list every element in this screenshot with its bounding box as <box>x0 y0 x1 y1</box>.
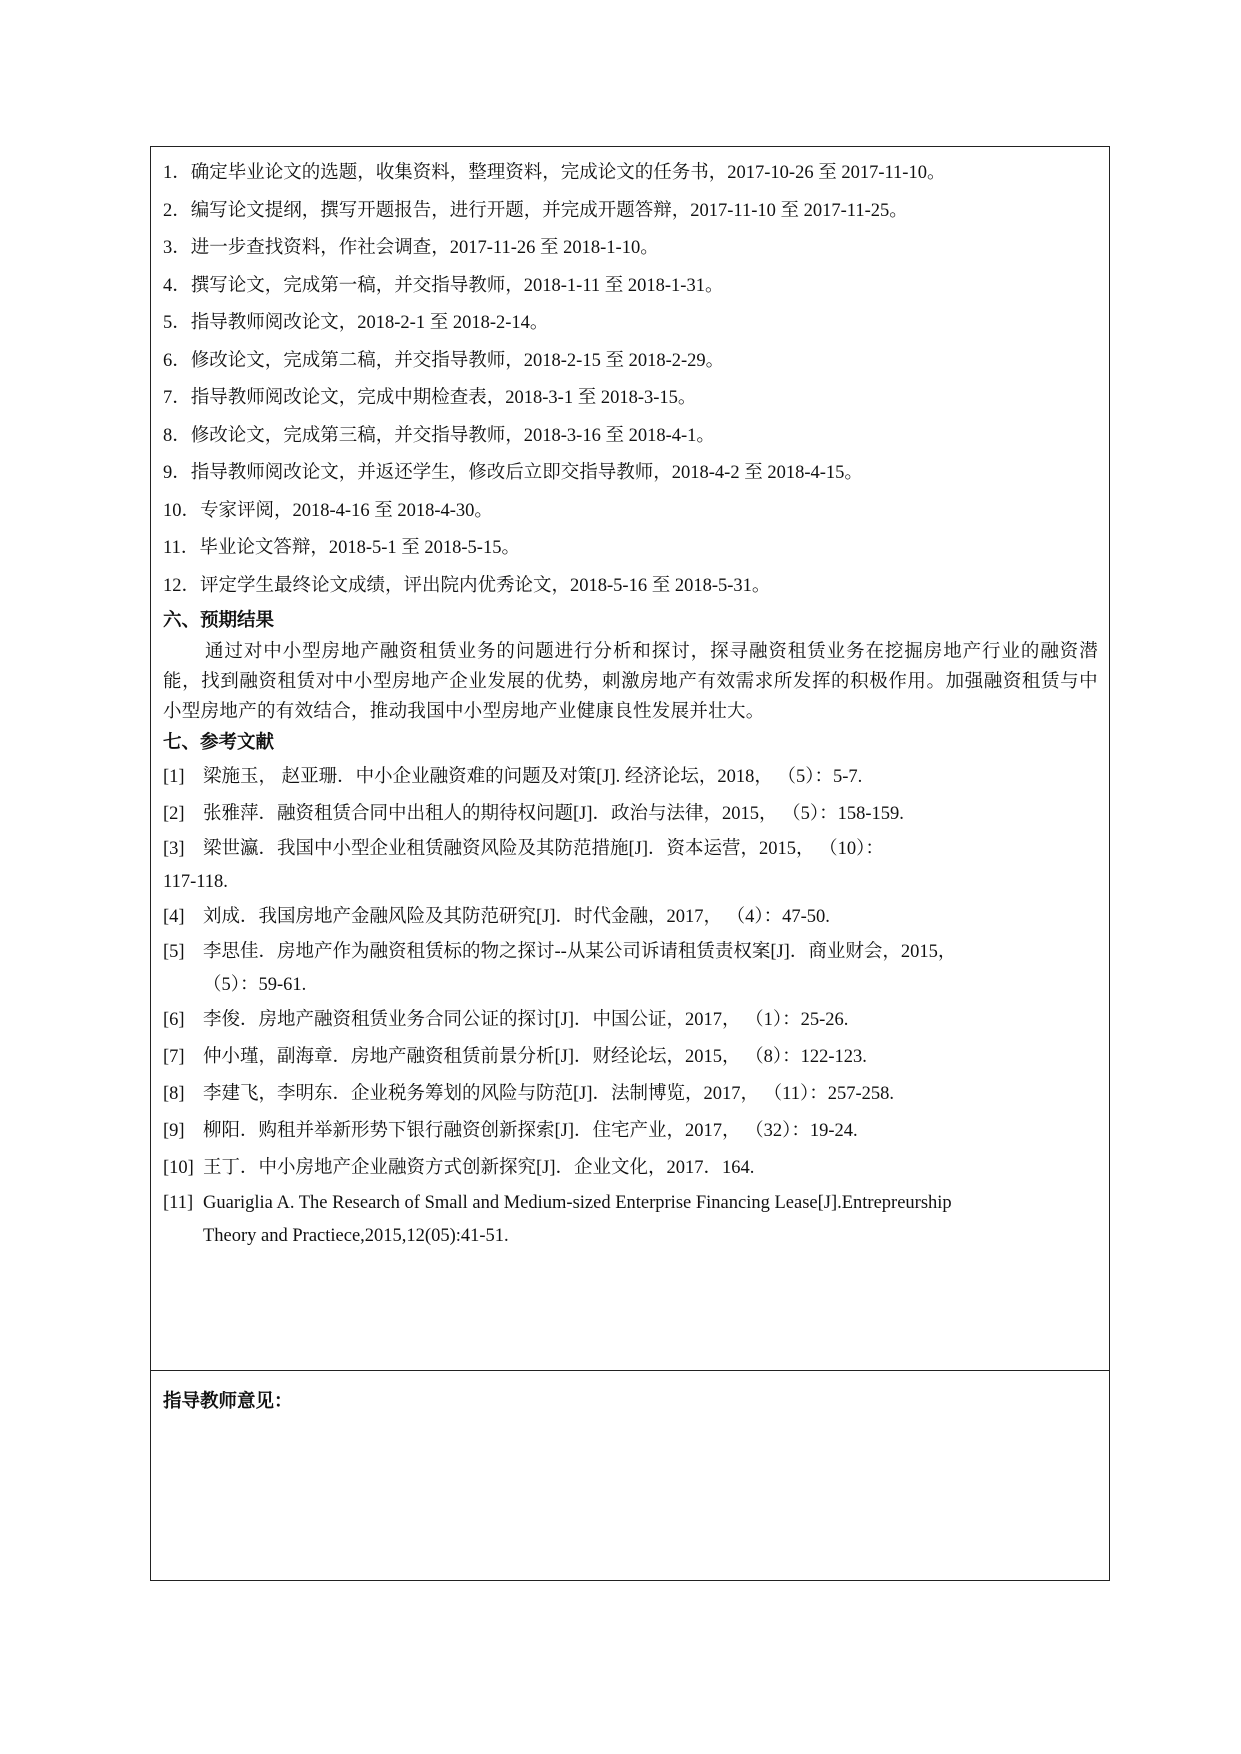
reference-item <box>163 936 1098 1002</box>
form-table <box>150 146 1110 1581</box>
schedule-item: 10．专家评阅，2018-4-16 至 2018-4-30。 <box>163 500 493 521</box>
reference-item <box>163 1113 1098 1150</box>
reference-text: 张雅萍．融资租赁合同中出租人的期待权问题[J]．政治与法律，2015， （5）：158-159. <box>203 804 904 824</box>
expected-results-text: 通过对中小型房地产融资租赁业务的问题进行分析和探讨，探寻融资租赁业务在挖掘房地产行业的融资潜能，找到融资租赁对中小型房地产企业发展的优势，刺激房地产有效需求所发挥的积极作用。加强融资租赁与中小型房地产的有效结合，推动我国中小型房地产业健康良性发展并壮大。 <box>163 642 1098 722</box>
reference-text: 刘成．我国房地产金融风险及其防范研究[J]．时代金融，2017， （4）：47-50. <box>203 907 830 927</box>
reference-number: [2] <box>163 804 185 824</box>
reference-number: [3] <box>163 839 185 859</box>
advisor-opinion-label: 指导教师意见： <box>163 1392 293 1412</box>
reference-text: 李建飞，李明东．企业税务筹划的风险与防范[J]．法制博览，2017， （11）：257-258. <box>203 1084 894 1104</box>
schedule-item: 8．修改论文，完成第三稿，并交指导教师，2018-3-16 至 2018-4-1。 <box>163 425 715 446</box>
proposal-content <box>163 155 1098 1253</box>
schedule-item: 5．指导教师阅改论文，2018-2-1 至 2018-2-14。 <box>163 313 549 333</box>
reference-number: [8] <box>163 1084 185 1104</box>
reference-number: [6] <box>163 1010 185 1030</box>
reference-number: [5] <box>163 942 185 962</box>
reference-text: Guariglia A. The Research of Small and Medium-sized Enterprise Financing Lease[J].Entrepreurship <box>203 1193 952 1213</box>
reference-text-continued: 117-118. <box>163 872 228 892</box>
reference-text: 梁施玉， 赵亚珊．中小企业融资难的问题及对策[J]. 经济论坛，2018， （5）：5-7. <box>203 767 863 787</box>
schedule-item: 1．确定毕业论文的选题，收集资料，整理资料，完成论文的任务书，2017-10-26 至 2017-11-10。 <box>163 163 946 183</box>
reference-text: 李俊．房地产融资租赁业务合同公证的探讨[J]．中国公证，2017， （1）：25-26. <box>203 1010 849 1030</box>
reference-item <box>163 899 1098 936</box>
reference-item <box>163 833 1098 899</box>
expected-results-heading: 六、预期结果 <box>163 611 275 631</box>
reference-text: 柳阳．购租并举新形势下银行融资创新探索[J]．住宅产业，2017， （32）：19-24. <box>203 1121 858 1141</box>
reference-item <box>163 1039 1098 1076</box>
schedule-item: 9．指导教师阅改论文，并返还学生，修改后立即交指导教师，2018-4-2 至 2018-4-15。 <box>163 463 863 483</box>
reference-number: [7] <box>163 1047 185 1067</box>
reference-item <box>163 1076 1098 1113</box>
schedule-item: 4．撰写论文，完成第一稿，并交指导教师，2018-1-11 至 2018-1-31。 <box>163 275 724 296</box>
reference-item <box>163 759 1098 796</box>
reference-text-continued: Theory and Practiece,2015,12(05):41-51. <box>203 1226 509 1246</box>
schedule-item: 11．毕业论文答辩，2018-5-1 至 2018-5-15。 <box>163 538 520 558</box>
reference-text: 李思佳．房地产作为融资租赁标的物之探讨--从某公司诉请租赁责权案[J]．商业财会，2015， <box>203 942 957 962</box>
reference-number: [4] <box>163 907 185 927</box>
schedule-item: 7．指导教师阅改论文，完成中期检查表，2018-3-1 至 2018-3-15。 <box>163 388 697 408</box>
references-heading: 七、参考文献 <box>163 733 275 753</box>
reference-number: [1] <box>163 767 185 787</box>
reference-list <box>163 759 1098 1253</box>
schedule-item: 3．进一步查找资料，作社会调查，2017-11-26 至 2018-1-10。 <box>163 238 659 258</box>
reference-text-continued: （5）：59-61. <box>203 975 307 995</box>
reference-item <box>163 1150 1098 1187</box>
schedule-item: 12．评定学生最终论文成绩，评出院内优秀论文，2018-5-16 至 2018-5-31。 <box>163 575 771 596</box>
schedule-list <box>163 155 1098 605</box>
reference-text: 仲小瑾，副海章．房地产融资租赁前景分析[J]．财经论坛，2015， （8）：122-123. <box>203 1047 867 1067</box>
reference-item <box>163 1002 1098 1039</box>
section-divider <box>151 1370 1109 1371</box>
reference-item <box>163 796 1098 833</box>
schedule-item: 2．编写论文提纲，撰写开题报告，进行开题，并完成开题答辩，2017-11-10 至 2017-11-25。 <box>163 200 908 221</box>
reference-text: 梁世瀛．我国中小型企业租赁融资风险及其防范措施[J]．资本运营，2015， （10）： <box>203 839 884 859</box>
reference-number: [10] <box>163 1158 194 1178</box>
reference-text: 王丁．中小房地产企业融资方式创新探究[J]．企业文化，2017．164. <box>203 1158 755 1178</box>
reference-item <box>163 1187 1098 1253</box>
schedule-item: 6．修改论文，完成第二稿，并交指导教师，2018-2-15 至 2018-2-29。 <box>163 350 725 371</box>
reference-number: [9] <box>163 1121 185 1141</box>
reference-number: [11] <box>163 1193 194 1213</box>
